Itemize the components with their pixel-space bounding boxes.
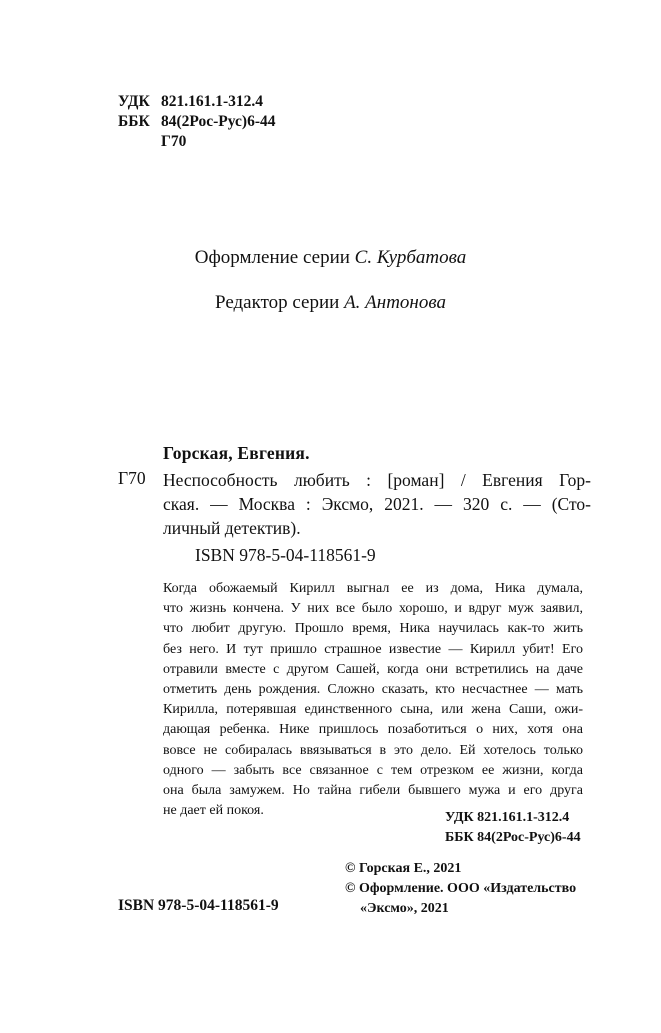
udk-label: УДК [118, 93, 150, 110]
design-label: Оформление серии [194, 247, 350, 268]
bibliographic-line: Неспособность любить : [роман] / Евгения Гор- [163, 470, 591, 490]
copyright-design: © Оформление. ООО «Издательство [345, 881, 577, 896]
annotation-line: дающая ребенка. Нике пришлось позаботиться о них, хотя она [163, 722, 583, 738]
annotation-line: что любит другую. Прошло время, Ника научилась как-то жить [163, 621, 583, 637]
annotation-line: без него. И тут пришло страшное известие — Кирилл убит! Его [163, 641, 583, 657]
author-mark-row [118, 132, 275, 152]
annotation-line: Когда обожаемый Кирилл выгнал ее из дома, Ника думала, [163, 581, 583, 596]
isbn-bibliographic: ISBN 978-5-04-118561-9 [195, 545, 376, 565]
annotation-line: одного — забыть все связанное с тем отрезком ее жизни, когда [163, 762, 583, 778]
bibliographic-line: личный детектив). [163, 518, 301, 538]
copyright-block [345, 859, 576, 919]
annotation-line: она была замужем. Но тайна гибели бывшего мужа и его друга [163, 783, 583, 799]
editor-name: А. Антонова [344, 292, 446, 313]
udk-value: 821.161.1-312.4 [161, 93, 264, 110]
annotation [163, 579, 583, 821]
annotation-line: вовсе не собиралась ввязываться в это дело. Ей хотелось только [163, 742, 583, 758]
udk-right: УДК 821.161.1-312.4 [445, 810, 570, 825]
editor-label: Редактор серии [215, 292, 340, 313]
author-mark: Г70 [161, 133, 187, 150]
author-mark-left: Г70 [118, 468, 146, 488]
udk-row [118, 92, 275, 112]
isbn-bottom: ISBN 978-5-04-118561-9 [118, 897, 279, 914]
classification-block [118, 92, 275, 152]
annotation-line: отметить день рождения. Сложно сказать, кто несчастнее — мать [163, 682, 583, 698]
copyright-design-cont: «Эксмо», 2021 [360, 901, 449, 916]
series-design-credit [0, 247, 661, 269]
annotation-line: что жизнь кончена. У них все было хорошо, и вдруг муж заявил, [163, 601, 583, 617]
copyright-author: © Горская Е., 2021 [345, 861, 462, 876]
bbk-label: ББК [118, 113, 150, 130]
annotation-line: Кирилла, потерявшая единственного сына, или жена Саши, ожи- [163, 702, 583, 718]
bibliographic-line: ская. — Москва : Эксмо, 2021. — 320 с. — (Сто- [163, 494, 591, 514]
classification-right [445, 808, 581, 848]
bbk-value: 84(2Рос-Рус)6-44 [161, 113, 276, 130]
author-heading: Горская, Евгения. [163, 443, 310, 463]
bibliographic-description [163, 468, 591, 540]
series-editor-credit [0, 292, 661, 314]
annotation-line: не дает ей покоя. [163, 803, 264, 819]
bbk-right: ББК 84(2Рос-Рус)6-44 [445, 830, 581, 845]
bbk-row [118, 112, 275, 132]
design-name: С. Курбатова [354, 247, 467, 268]
annotation-line: отравили вместе с другом Сашей, когда они встретились на даче [163, 661, 583, 677]
